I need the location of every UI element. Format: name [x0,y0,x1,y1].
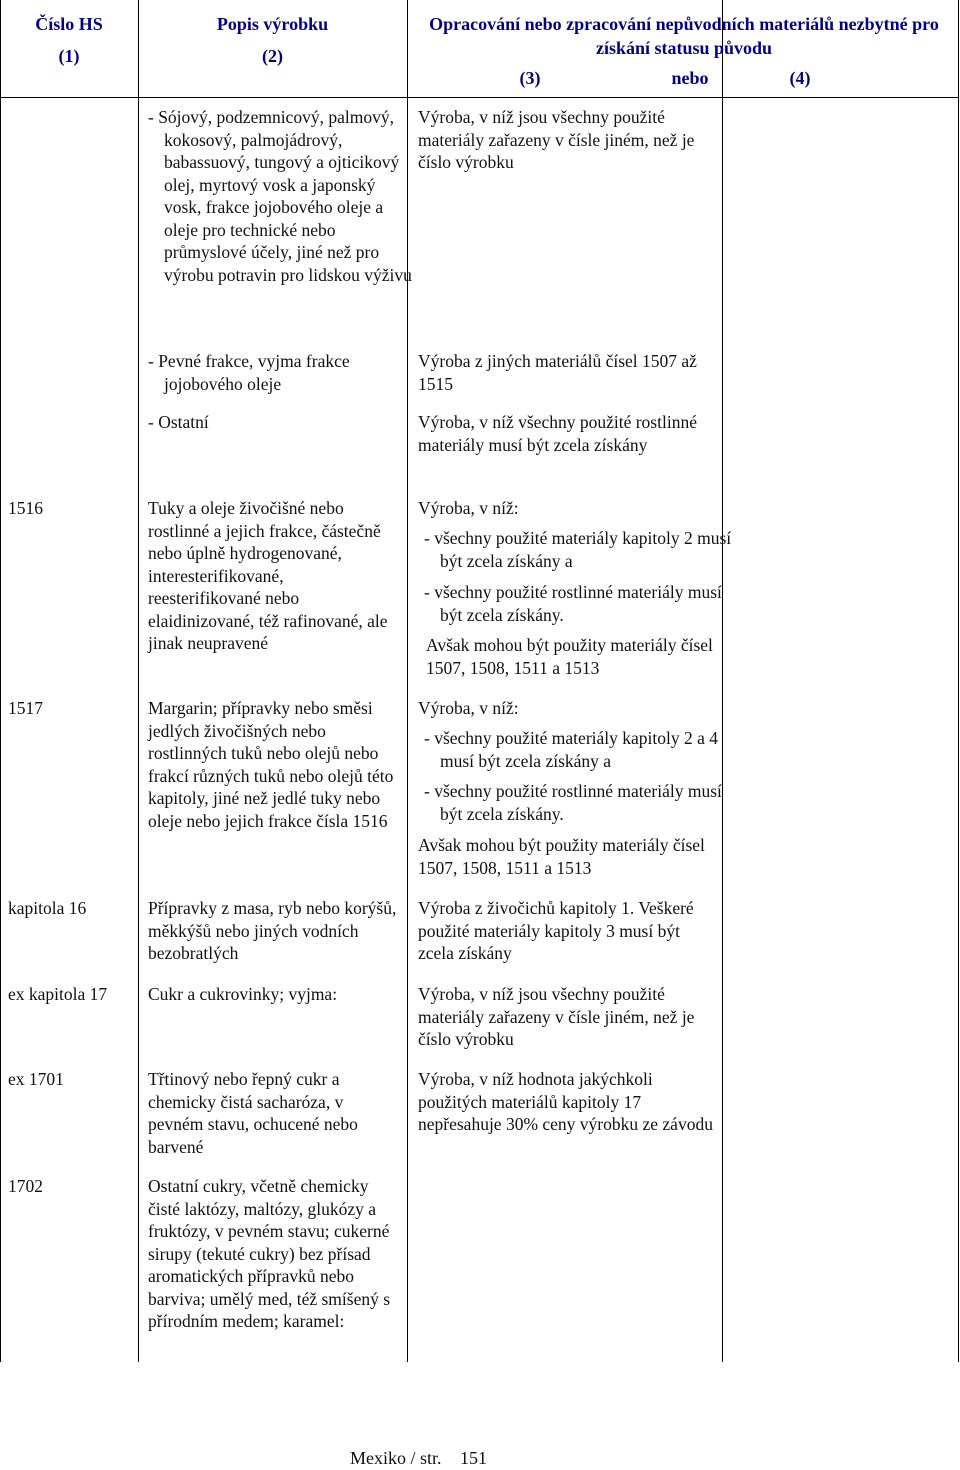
page-footer [350,1448,487,1469]
row-4-rule-item-2: - všechny použité rostlinné materiály musí být zcela získány. [424,781,722,824]
header-col3-number: (3) [519,68,541,88]
row-3-description: Tuky a oleje živočišné nebo rostlinné a jejich frakce, částečně nebo úplně hydrogenované, interesterifikované, reesterifikované nebo elaidinizované, též rafinované, ale jinak neupravené [148,498,388,653]
row-4-rule-item-1: - všechny použité materiály kapitoly 2 a 4 musí být zcela získány a [424,728,719,771]
row-3-rule-item-2: - všechny použité rostlinné materiály musí být zcela získány. [424,582,722,625]
column-divider-3 [722,0,723,1362]
row-5-hs-code: kapitola 16 [8,898,87,918]
header-col2-number: (2) [262,46,283,66]
row-0-rule: Výroba, v níž jsou všechny použité materiály zařazeny v čísle jiném, než je číslo výrobku [418,107,695,172]
header-col4-number: (4) [789,68,811,88]
row-8-description: Ostatní cukry, včetně chemicky čisté laktózy, maltózy, glukózy a fruktózy, v pevném stavu; cukerné sirupy (tekuté cukry) bez přísad aromatických přípravků nebo barviva; umělý med, též smíšený s přírodním medem; karamel: [148,1176,391,1331]
row-0-description: - Sójový, podzemnicový, palmový, kokosový, palmojádrový, babassuový, tungový a ojticikový olej, myrtový vosk a japonský vosk, frakce jojobového oleje a oleje pro technické nebo průmyslové účely, jiné než pro výrobu potravin pro lidskou výživu [148,107,412,285]
row-6-rule: Výroba, v níž jsou všechny použité materiály zařazeny v čísle jiném, než je číslo výrobku [418,984,695,1049]
table-border-left [0,0,1,1362]
row-6-hs-code: ex kapitola 17 [8,984,108,1004]
row-6-description: Cukr a cukrovinky; vyjma: [148,984,338,1004]
header-col2-title: Popis výrobku [216,14,329,34]
row-2-description: - Ostatní [148,412,209,432]
row-4-rule-intro: Výroba, v níž: [418,698,519,718]
column-divider-1 [138,0,139,1362]
row-2-rule: Výroba, v níž všechny použité rostlinné materiály musí být zcela získány [418,412,697,455]
row-3-rule-intro: Výroba, v níž: [418,498,519,518]
row-3-rule-item-1: - všechny použité materiály kapitoly 2 musí být zcela získány a [424,528,732,571]
header-col3-title: Opracování nebo zpracování nepůvodních materiálů nezbytné pro získání statusu původu [429,14,939,58]
row-1-description: - Pevné frakce, vyjma frakce jojobového oleje [148,351,350,394]
row-4-rule-note: Avšak mohou být použity materiály čísel 1507, 1508, 1511 a 1513 [418,835,705,878]
row-5-rule: Výroba z živočichů kapitoly 1. Veškeré použité materiály kapitoly 3 musí být zcela získány [418,898,694,963]
row-8-hs-code: 1702 [8,1176,43,1196]
row-1-rule: Výroba z jiných materiálů čísel 1507 až 1515 [418,351,697,394]
footer-page-number: 151 [460,1448,488,1468]
row-7-description: Třtinový nebo řepný cukr a chemicky čistá sacharóza, v pevném stavu, ochucené nebo barvené [148,1069,358,1157]
header-col1-number: (1) [58,46,80,66]
header-col1-title: Číslo HS [35,14,103,34]
row-4-description: Margarin; přípravky nebo směsi jedlých živočišných nebo rostlinných tuků nebo olejů nebo frakcí různých tuků nebo olejů této kapitoly, jiné než jedlé tuky nebo oleje nebo jejich frakce čísla 1516 [148,698,394,831]
header-bottom-rule [0,97,959,98]
header-or-label: nebo [671,68,709,88]
row-5-description: Přípravky z masa, ryb nebo korýšů, měkkýšů nebo jiných vodních bezobratlých [148,898,397,963]
table-border-right [958,0,959,1362]
footer-label: Mexiko / str. [350,1448,442,1468]
row-7-hs-code: ex 1701 [8,1069,64,1089]
row-4-hs-code: 1517 [8,698,43,718]
row-3-hs-code: 1516 [8,498,43,518]
row-3-rule-note: Avšak mohou být použity materiály čísel 1507, 1508, 1511 a 1513 [426,635,713,678]
row-7-rule: Výroba, v níž hodnota jakýchkoli použitých materiálů kapitoly 17 nepřesahuje 30% ceny výrobku ze závodu [418,1069,713,1134]
